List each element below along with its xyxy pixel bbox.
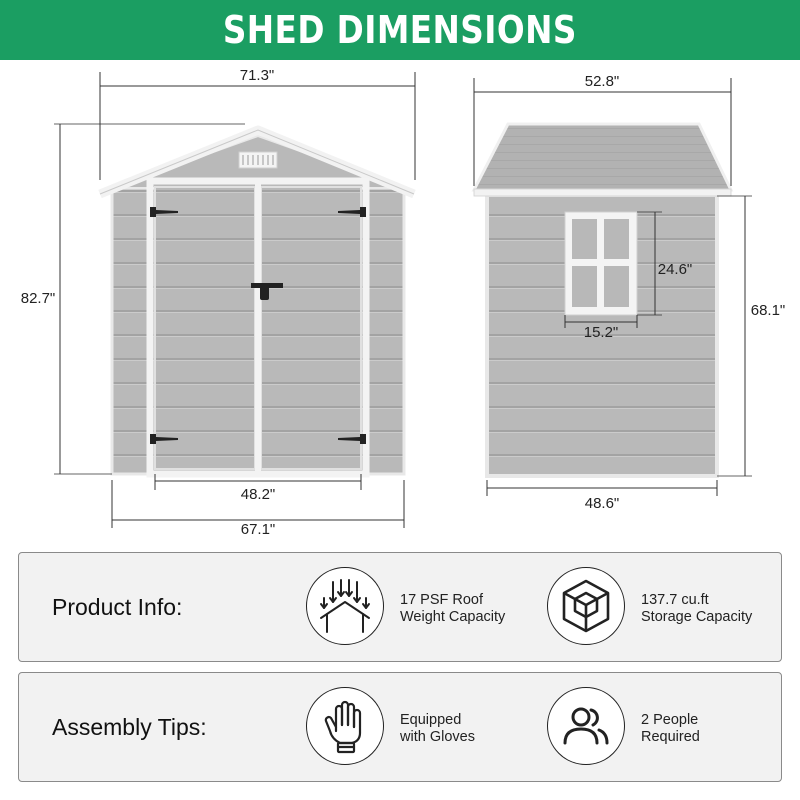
people-required-feature — [641, 712, 700, 746]
feature-line: 2 People — [641, 712, 699, 728]
window-icon — [565, 212, 637, 315]
front-width-top-label: 71.3" — [239, 67, 275, 84]
feature-line: 137.7 cu.ft — [641, 592, 709, 608]
side-wall-height-label: 68.1" — [750, 302, 786, 319]
feature-line: 17 PSF Roof — [400, 592, 484, 608]
vent-icon — [239, 152, 277, 168]
gloves-feature — [400, 712, 475, 746]
header-banner — [0, 0, 800, 60]
feature-line: Required — [641, 729, 700, 745]
window-width-label: 15.2" — [583, 324, 619, 341]
glove-icon — [306, 687, 384, 765]
feature-line: Weight Capacity — [400, 609, 506, 625]
front-height-label: 82.7" — [20, 290, 56, 307]
storage-cube-icon — [547, 567, 625, 645]
roof-weight-icon — [306, 567, 384, 645]
dimension-diagram — [0, 60, 800, 550]
storage-capacity-feature — [641, 592, 752, 626]
roof-weight-feature — [400, 592, 505, 626]
front-base-width-label: 67.1" — [240, 521, 276, 538]
page-title: SHED DIMENSIONS — [222, 8, 577, 52]
feature-line: Storage Capacity — [641, 609, 753, 625]
product-info-panel — [18, 552, 782, 662]
product-info-label: Product Info: — [52, 593, 183, 620]
side-width-top-label: 52.8" — [584, 73, 620, 90]
window-height-label: 24.6" — [657, 261, 693, 278]
side-base-width-label: 48.6" — [584, 495, 620, 512]
assembly-tips-label: Assembly Tips: — [52, 713, 207, 740]
people-icon — [547, 687, 625, 765]
door-width-label: 48.2" — [240, 486, 276, 503]
assembly-tips-panel — [18, 672, 782, 782]
front-shed-drawing — [100, 130, 414, 474]
feature-line: Equipped — [400, 712, 462, 728]
side-shed-drawing — [474, 124, 731, 476]
feature-line: with Gloves — [400, 729, 475, 745]
